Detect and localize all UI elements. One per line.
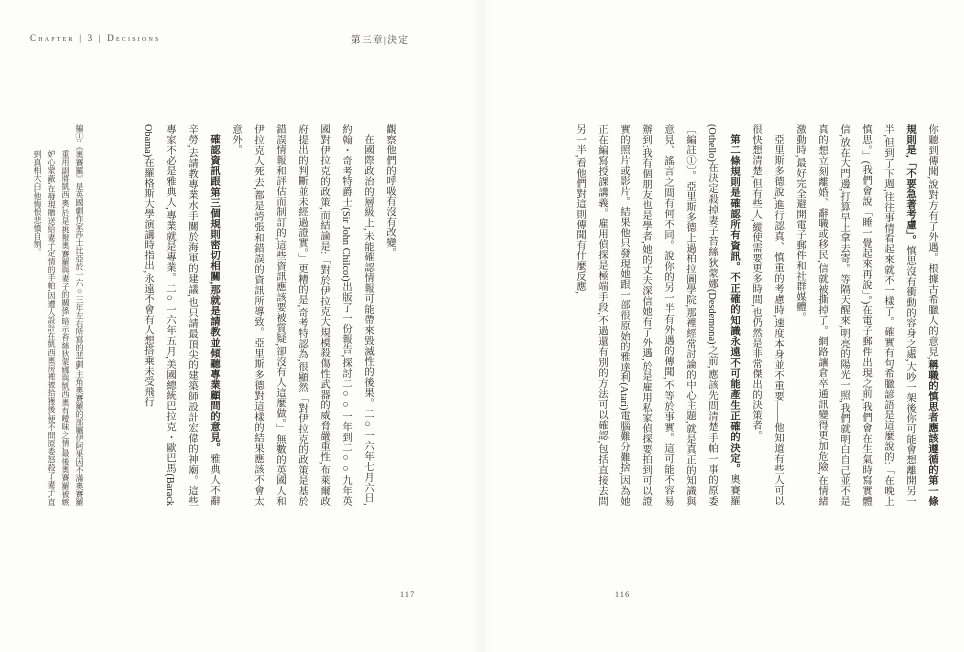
page-left-text-block (128, 124, 400, 506)
footnote-text: 《奧賽羅》是英國劇作家莎士比亞於一六○三年左右所寫的悲劇,主角奧賽羅的部屬伊阿果因不滿奧賽羅重用副將凱西奧,於是挑撥奧賽羅與妻子的關係,暗示苔絲狄蒙娜與凱西奧有曖昧之情,最後奧賽羅被嫉妒心蒙蔽,在發現贈送給妻子定情的手帕,因遭人設計在凱西奧房裡被拾獲後,便不問原委怒殺了妻子,直到真相大白,他悔恨悲憤自刎。 (33, 142, 84, 506)
running-head-english: Chapter | 3 | Decisions (30, 33, 161, 43)
page-number-right: 116 (615, 590, 631, 599)
paragraph: 確認資訊跟第三個規則密切相關,那就是請教並傾聽專業顧問的意見。雅典人不辭辛勞,去請教專業水手關於海軍的建議,也只請最頂尖的建築師設計宏偉的神廟。這些專家不必是雅典人,專業就是專業。二○一六年五月,美國總統巴拉克・歐巴馬(Barack Obama)在羅格斯大學演講時指出,永遠不會有人想搭乘未受飛行 (142, 124, 219, 507)
running-head-chinese: 第三章|決定 (351, 36, 410, 46)
page-number-left: 117 (400, 590, 416, 599)
book-spine-shadow (472, 0, 492, 652)
paragraph: 在國際政治的層級上,未能確認情報可能帶來毀滅性的後果。二○一六年七月六日,約翰・奇考特爵士(Sir John Chilcot)出版了一份報告,探討二○○一年到二○○九年英國對伊拉克的政策,而結論是:「對於伊拉克大規模殺傷性武器的威脅嚴重性,布萊爾政府提出的判斷並未經過證實。」更糟的是,奇考特認為,很顯然「對伊拉克的政策是基於錯誤情報和評估而制訂的,這些資訊應該要被質疑,卻沒有人這麼做。」無數的英國人和伊拉克人死去,都是誇張和錯誤的資訊所導致。亞里斯多德對這樣的結果應該不會太意外。 (230, 124, 373, 506)
paragraph: 你聽到傳聞,說對方有了外遇。根據古希臘人的意見,稱職的慎思者應該遵循的第一條規則是,「不要急著考慮」。慎思沒有衝動的容身之處,大吵一架後你可能會想離開另一半,但到了下週,往往事情看起來就不一樣了。確實有句希臘諺語是這麼說的:「在晚上慎思。」(我們會說「睡一覺起來再說」。)在電子郵件出現之前,我們會在生氣時寫實體信,放在大門邊,打算早上拿去寄。等隔天醒來,明亮的陽光一照,我們就明白自己並不是真的想立刻離婚、辭職或移民,信就被撕掉了。網路讓倉卒通訊變得更加危險,在情緒激動時,最好完全避開電子郵件和社群媒體。 (794, 124, 937, 507)
paragraph: 亞里斯多德說,進行認真、慎重的考慮時,速度本身並不重要——他知道有些人可以很快想清楚,但有些人,縱使需要更多時間,也仍然是非常傑出的決策者。 (750, 124, 783, 506)
footnote-paragraph (30, 124, 86, 506)
footnote (30, 124, 86, 506)
page-right-text-block (562, 124, 942, 506)
paragraph: 第二條規則是確認所有資訊。不正確的知識永遠不可能產生正確的決定。奧賽羅(Othello)在決定殺掉妻子苔絲狄蒙娜(Desdemona)之前,應該先問清楚手帕一事的原委〔編註①〕。亞里斯多德上過柏拉圖學院,那裡經常討論的中心主題,就是真正的知識與意見、謠言之間有何不同。說你的另一半有外遇的傳聞,不等於事實。這可能不容易辦到:我有個朋友也是學者,她的丈夫深信她有了外遇,於是雇用私家偵探要拍到可以證實的照片或影片。結果他只發現她跟一部很原始的雅達利(Atari)電腦難分難捨,因為她正在編寫授課講義。雇用偵探是極端手段,不過還有別的方法可以確認,包括直接去問另一半,看他們對這則傳聞有什麼反應, (574, 124, 739, 506)
footnote-label: 編①: (75, 124, 84, 143)
paragraph: 觀察他們的呼吸有沒有改變。 (384, 124, 395, 258)
